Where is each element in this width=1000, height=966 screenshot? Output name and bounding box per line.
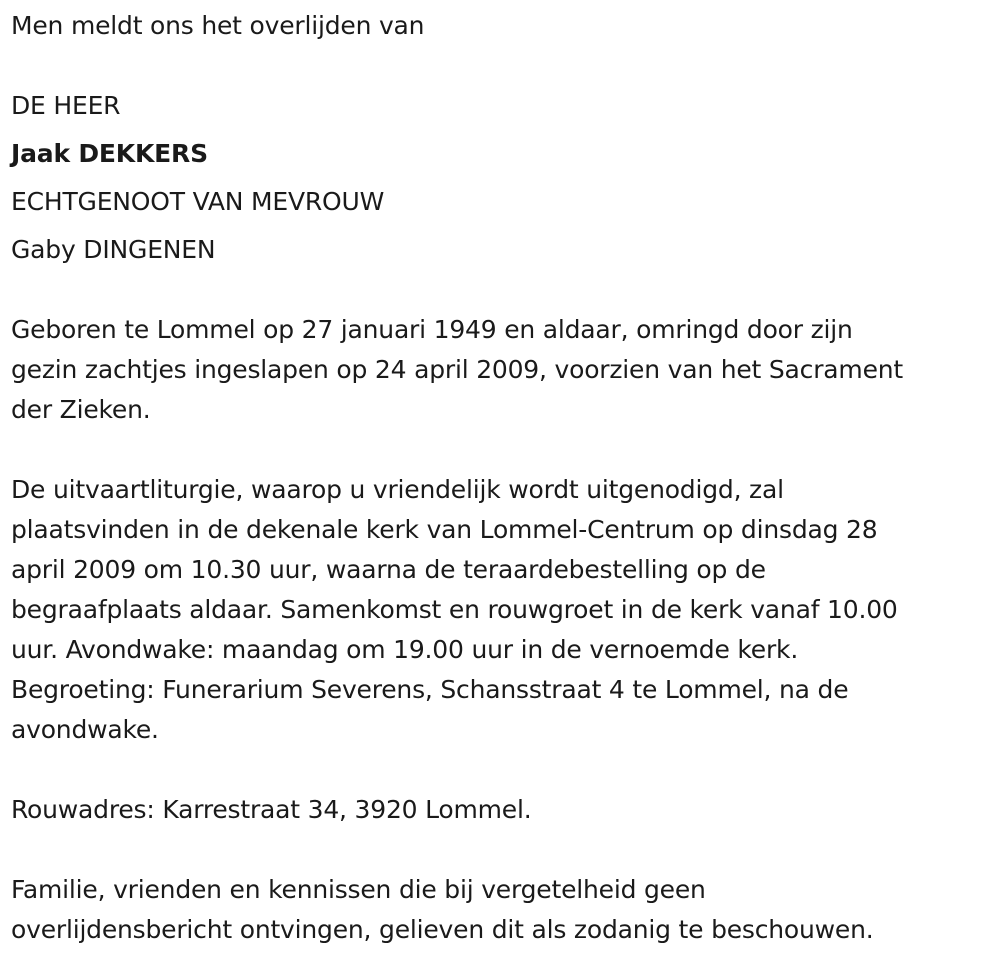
birth-paragraph [11,310,903,430]
honorific-title: DE HEER [11,91,121,120]
spouse-name: Gaby DINGENEN [11,235,216,264]
text-line: der Zieken. [11,395,151,424]
text-line: Geboren te Lommel op 27 januari 1949 en aldaar, omringd door zijn [11,315,853,344]
text-line: Familie, vrienden en kennissen die bij vergetelheid geen [11,875,706,904]
text-line: begraafplaats aldaar. Samenkomst en rouwgroet in de kerk vanaf 10.00 [11,595,898,624]
text-line: plaatsvinden in de dekenale kerk van Lommel-Centrum op dinsdag 28 [11,515,878,544]
mourning-address: Rouwadres: Karrestraat 34, 3920 Lommel. [11,795,532,824]
text-line: uur. Avondwake: maandag om 19.00 uur in de vernoemde kerk. [11,635,799,664]
text-line: gezin zachtjes ingeslapen op 24 april 2009, voorzien van het Sacrament [11,355,904,384]
text-line: Begroeting: Funerarium Severens, Schansstraat 4 te Lommel, na de [11,675,849,704]
text-line: overlijdensbericht ontvingen, gelieven dit als zodanig te beschouwen. [11,915,874,944]
text-line: april 2009 om 10.30 uur, waarna de teraardebestelling op de [11,555,766,584]
text-line: avondwake. [11,715,159,744]
spouse-title: ECHTGENOOT VAN MEVROUW [11,187,385,216]
address-paragraph [11,790,531,830]
funeral-paragraph [11,470,898,750]
family-paragraph [11,870,874,950]
text-line: De uitvaartliturgie, waarop u vriendelijk wordt uitgenodigd, zal [11,475,784,504]
deceased-name: Jaak DEKKERS [11,139,208,168]
intro-line: Men meldt ons het overlijden van [11,11,425,40]
